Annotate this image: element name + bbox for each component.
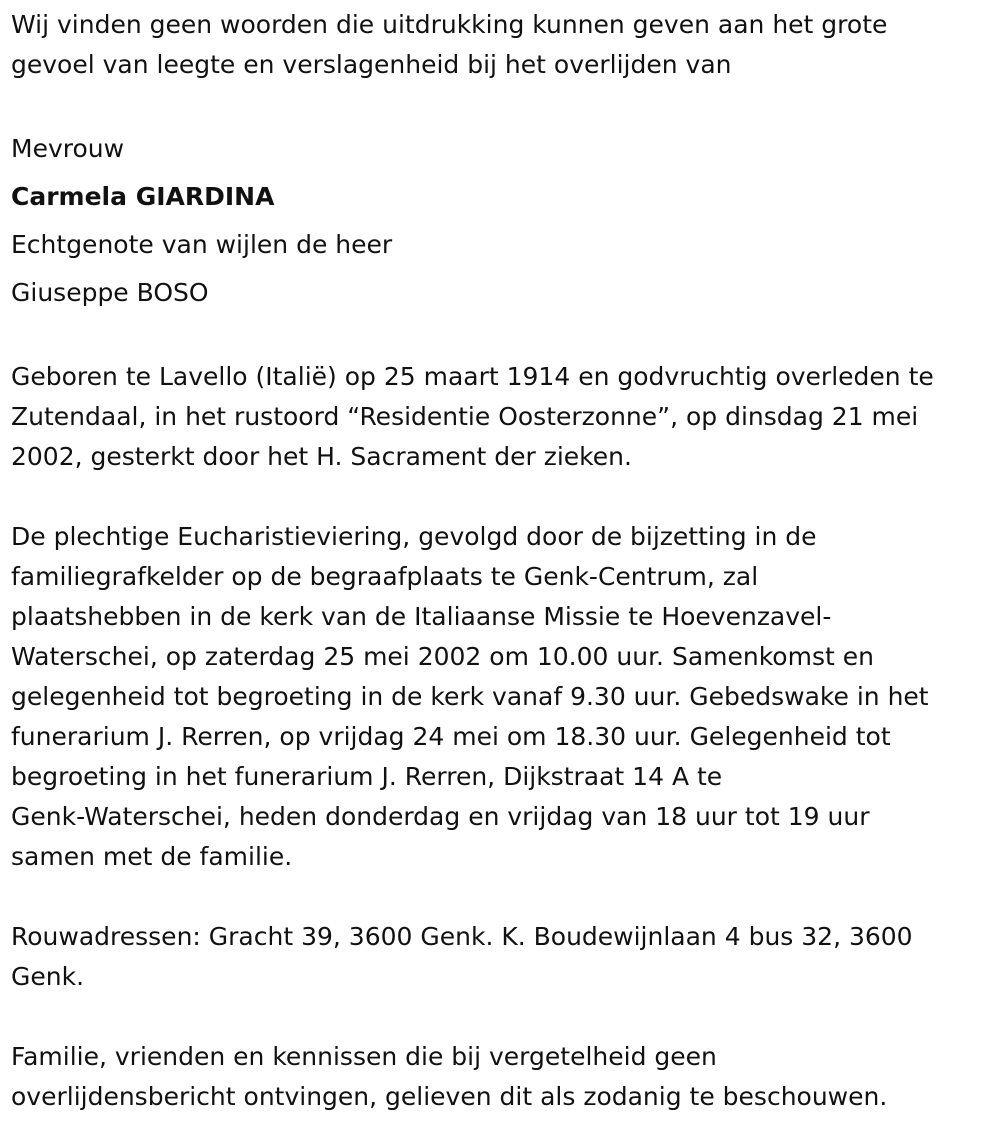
intro-paragraph: Wij vinden geen woorden die uitdrukking kunnen geven aan het grote gevoel van leegte en verslagenheid bij het overlijden van: [11, 10, 888, 79]
spouse-name: Giuseppe BOSO: [11, 278, 209, 307]
addresses-paragraph: Rouwadressen: Gracht 39, 3600 Genk. K. Boudewijnlaan 4 bus 32, 3600 Genk.: [11, 922, 913, 991]
spacer: [11, 997, 991, 1037]
spacer: [11, 877, 991, 917]
obituary-notice: [11, 5, 991, 1117]
deceased-name: Carmela GIARDINA: [11, 182, 275, 211]
ceremony-paragraph: De plechtige Eucharistieviering, gevolgd door de bijzetting in de familiegrafkelder op de begraafplaats te Genk-Centrum, zal plaatshebben in de kerk van de Italiaanse Missie te Hoevenzavel- Waterschei, op zaterdag 25 mei 2002 om 10.00 uur. Samenkomst en gelegenheid tot begroeting in de kerk vanaf 9.30 uur. Gebedswake in het funerarium J. Rerren, op vrijdag 24 mei om 18.30 uur. Gelegenheid tot begroeting in het funerarium J. Rerren, Dijkstraat 14 A te Genk-Waterschei, heden donderdag en vrijdag van 18 uur tot 19 uur samen met de familie.: [11, 522, 929, 871]
spacer: [11, 317, 991, 357]
birth-death-paragraph: Geboren te Lavello (Italië) op 25 maart 1914 en godvruchtig overleden te Zutendaal, in het rustoord “Residentie Oosterzonne”, op dinsdag 21 mei 2002, gesterkt door het H. Sacrament der zieken.: [11, 362, 934, 471]
salutation: Mevrouw: [11, 134, 125, 163]
spacer: [11, 477, 991, 517]
closing-paragraph: Familie, vrienden en kennissen die bij vergetelheid geen overlijdensbericht ontvingen, gelieven dit als zodanig te beschouwen.: [11, 1042, 888, 1111]
relation-line: Echtgenote van wijlen de heer: [11, 230, 393, 259]
spacer: [11, 85, 991, 125]
